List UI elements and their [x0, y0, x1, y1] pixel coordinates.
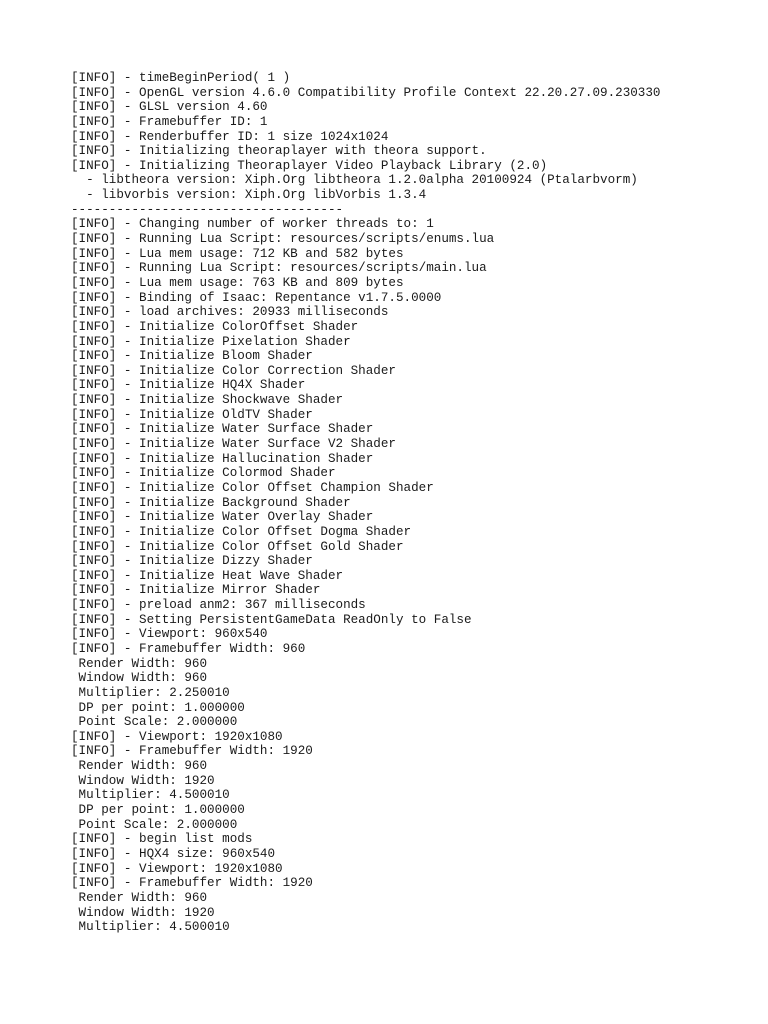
log-line: [INFO] - Initialize Color Correction Shader [71, 363, 396, 378]
log-line: [INFO] - Initialize ColorOffset Shader [71, 319, 359, 334]
log-line: Multiplier: 2.250010 [71, 685, 230, 700]
log-line: Render Width: 960 [71, 759, 208, 774]
log-line: Window Width: 1920 [71, 773, 215, 788]
log-text [71, 71, 660, 935]
log-line: [INFO] - Initializing Theoraplayer Video Playback Library (2.0) [71, 158, 548, 173]
log-line: Render Width: 960 [71, 890, 208, 905]
log-line: [INFO] - load archives: 20933 milliseconds [71, 305, 389, 320]
log-line: [INFO] - Lua mem usage: 763 KB and 809 bytes [71, 275, 404, 290]
log-line: [INFO] - Initialize Shockwave Shader [71, 393, 344, 408]
log-line: Point Scale: 2.000000 [71, 715, 238, 730]
log-line: Window Width: 960 [71, 671, 208, 686]
log-line: [INFO] - Viewport: 960x540 [71, 627, 268, 642]
log-line: [INFO] - preload anm2: 367 milliseconds [71, 598, 366, 613]
log-line: - libtheora version: Xiph.Org libtheora 1.2.0alpha 20100924 (Ptalarbvorm) [71, 173, 638, 188]
log-line: [INFO] - Lua mem usage: 712 KB and 582 bytes [71, 246, 404, 261]
log-line: [INFO] - Initialize Background Shader [71, 495, 351, 510]
log-line: [INFO] - Running Lua Script: resources/scripts/enums.lua [71, 232, 495, 247]
log-line: DP per point: 1.000000 [71, 803, 245, 818]
log-line: [INFO] - Initialize Mirror Shader [71, 583, 321, 598]
log-line: [INFO] - HQX4 size: 960x540 [71, 846, 276, 861]
log-line: ------------------------------------ [71, 202, 344, 217]
log-line: [INFO] - Initialize Water Overlay Shader [71, 510, 374, 525]
log-line: [INFO] - Framebuffer Width: 1920 [71, 876, 313, 891]
log-line: [INFO] - OpenGL version 4.6.0 Compatibility Profile Context 22.20.27.09.230330 [71, 85, 661, 100]
log-line: [INFO] - Initialize Water Surface V2 Shader [71, 437, 396, 452]
log-line: [INFO] - Viewport: 1920x1080 [71, 729, 283, 744]
log-line: Window Width: 1920 [71, 905, 215, 920]
log-line: [INFO] - Initialize Bloom Shader [71, 349, 313, 364]
log-line: [INFO] - Framebuffer ID: 1 [71, 114, 268, 129]
log-line: [INFO] - timeBeginPeriod( 1 ) [71, 71, 291, 85]
log-line: [INFO] - Initialize Water Surface Shader [71, 422, 374, 437]
log-line: [INFO] - Changing number of worker threads to: 1 [71, 217, 434, 232]
log-line: [INFO] - Initialize OldTV Shader [71, 407, 313, 422]
log-line: [INFO] - Initialize Heat Wave Shader [71, 568, 344, 583]
log-line: Render Width: 960 [71, 656, 208, 671]
log-line: [INFO] - Framebuffer Width: 960 [71, 641, 306, 656]
log-line: [INFO] - GLSL version 4.60 [71, 100, 268, 115]
log-line: [INFO] - Initialize Colormod Shader [71, 466, 336, 481]
log-line: [INFO] - Framebuffer Width: 1920 [71, 744, 313, 759]
log-line: DP per point: 1.000000 [71, 700, 245, 715]
log-line: [INFO] - Initialize Color Offset Gold Shader [71, 539, 404, 554]
log-line: [INFO] - Renderbuffer ID: 1 size 1024x1024 [71, 129, 389, 144]
log-line: Multiplier: 4.500010 [71, 920, 230, 935]
log-line: [INFO] - Setting PersistentGameData ReadOnly to False [71, 612, 472, 627]
log-line: [INFO] - Initialize Color Offset Champion Shader [71, 480, 434, 495]
log-line: [INFO] - Initializing theoraplayer with theora support. [71, 144, 487, 159]
log-line: - libvorbis version: Xiph.Org libVorbis 1.3.4 [71, 188, 427, 203]
log-line: Multiplier: 4.500010 [71, 788, 230, 803]
log-line: [INFO] - Initialize HQ4X Shader [71, 378, 306, 393]
log-line: [INFO] - Running Lua Script: resources/scripts/main.lua [71, 261, 487, 276]
log-line: Point Scale: 2.000000 [71, 817, 238, 832]
log-line: [INFO] - Initialize Hallucination Shader [71, 451, 374, 466]
log-line: [INFO] - Viewport: 1920x1080 [71, 861, 283, 876]
log-line: [INFO] - Binding of Isaac: Repentance v1.7.5.0000 [71, 290, 442, 305]
log-line: [INFO] - begin list mods [71, 832, 253, 847]
log-line: [INFO] - Initialize Color Offset Dogma Shader [71, 524, 412, 539]
log-line: [INFO] - Initialize Pixelation Shader [71, 334, 351, 349]
log-line: [INFO] - Initialize Dizzy Shader [71, 554, 313, 569]
